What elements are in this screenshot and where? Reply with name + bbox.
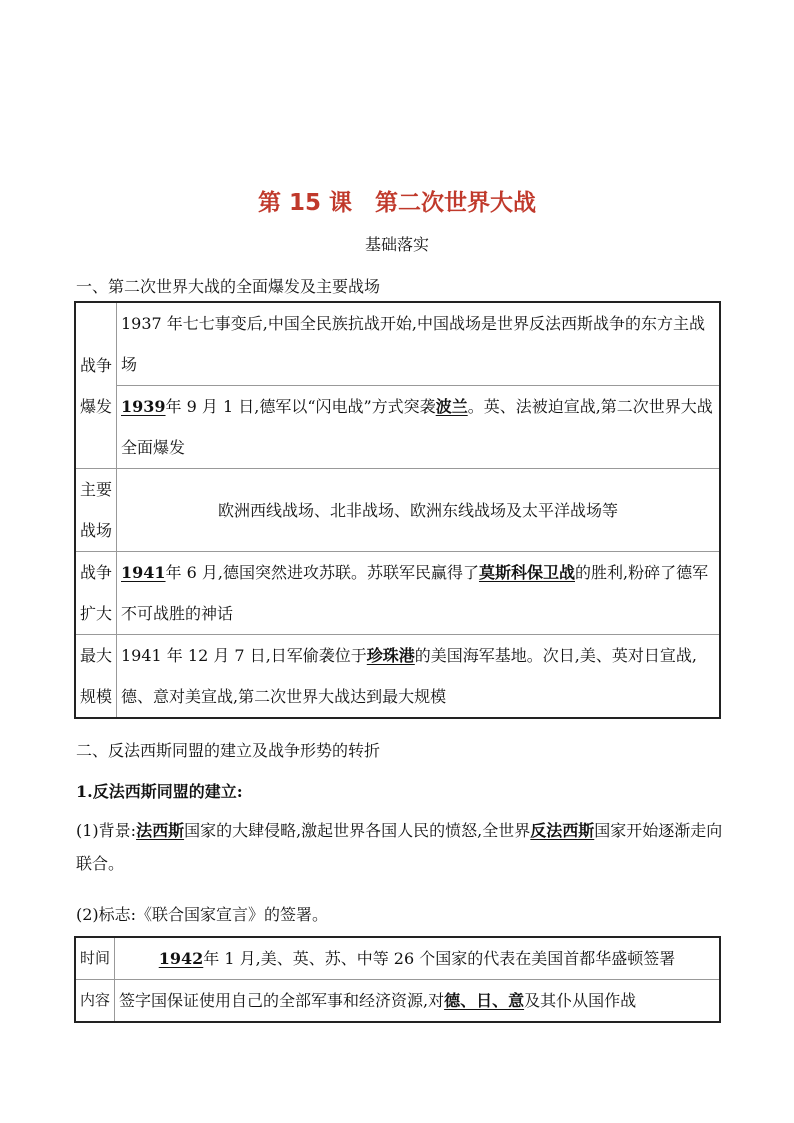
text-segment: 欧洲西线战场、北非战场、欧洲东线战场及太平洋战场等 <box>217 500 618 520</box>
text-segment: 国家开始逐渐走向联合。 <box>76 821 723 873</box>
answer-text: 1939 <box>121 397 166 416</box>
answer-text: 莫斯科保卫战 <box>478 563 575 582</box>
table-cell <box>117 386 721 469</box>
answer-text: 法西斯 <box>136 821 185 840</box>
section-subtitle: 基础落实 <box>364 235 429 254</box>
table-cell <box>117 552 721 635</box>
table-cell <box>115 937 721 980</box>
sign-paragraph: (2)标志:《联合国家宣言》的签署。 <box>76 905 329 924</box>
table-row <box>75 937 720 980</box>
answer-text: 波兰 <box>435 397 468 416</box>
table-cell <box>117 302 721 386</box>
table-row <box>75 302 720 386</box>
text-segment: 年 1 月,美、英、苏、中等 26 个国家的代表在美国首都华盛顿签署 <box>203 949 676 968</box>
row-label <box>75 552 117 635</box>
row-label <box>75 635 117 719</box>
section1-heading: 一、第二次世界大战的全面爆发及主要战场 <box>76 277 381 296</box>
text-segment: 1937 年七七事变后,中国全民族抗战开始,中国战场是世界反法西斯战争的东方主战场 <box>121 314 705 374</box>
text-segment: 年 9 月 1 日,德军以“闪电战”方式突袭 <box>165 397 436 416</box>
row-label-text: 主要 战场 <box>79 480 112 540</box>
war-outbreak-table <box>74 301 721 719</box>
text-segment: 的美国海军基地。次日,美、英对日宣战,德、意对美宣战,第二次世界大战达到最大规模 <box>121 646 697 706</box>
text-segment: 国家的大肆侵略,激起世界各国人民的愤怒,全世界 <box>184 821 531 840</box>
table-cell <box>117 635 721 719</box>
table-row <box>75 552 720 635</box>
row-label-text: 内容 <box>79 991 110 1009</box>
answer-text: 珍珠港 <box>366 646 415 665</box>
declaration-table <box>74 936 721 1023</box>
table-row <box>75 980 720 1023</box>
answer-text: 1942 <box>158 949 204 968</box>
row-label <box>75 469 117 552</box>
text-segment: 。英、法被迫宣战,第二次世界大战全面爆发 <box>121 397 713 457</box>
row-label-text: 时间 <box>79 949 110 967</box>
section2-heading: 二、反法西斯同盟的建立及战争形势的转折 <box>76 741 381 760</box>
table-cell <box>117 469 721 552</box>
row-label-text: 战争 扩大 <box>79 563 112 623</box>
row-label <box>75 937 115 980</box>
page-title: 第 15 课 第二次世界大战 <box>257 190 537 216</box>
background-paragraph <box>76 814 726 880</box>
row-label-text: 最大 规模 <box>79 646 112 706</box>
text-segment: 1941 年 12 月 7 日,日军偷袭位于 <box>121 646 367 665</box>
row-label <box>75 980 115 1023</box>
text-segment: 的胜利,粉碎了德军不可战胜的神话 <box>121 563 709 623</box>
table-cell <box>115 980 721 1023</box>
answer-text: 1941 <box>121 563 166 582</box>
text-segment: 及其仆从国作战 <box>524 991 637 1010</box>
subsection-title: 1.反法西斯同盟的建立: <box>76 782 243 801</box>
text-segment: 签字国保证使用自己的全部军事和经济资源,对 <box>119 991 445 1010</box>
text-segment: (1)背景: <box>76 821 137 840</box>
row-label <box>75 302 117 469</box>
answer-text: 反法西斯 <box>530 821 595 840</box>
answer-text: 德、日、意 <box>444 991 525 1010</box>
table-row <box>75 635 720 719</box>
text-segment: 年 6 月,德国突然进攻苏联。苏联军民赢得了 <box>165 563 479 582</box>
table-row <box>75 469 720 552</box>
table-row <box>75 386 720 469</box>
row-label-text: 战争 爆发 <box>79 355 112 416</box>
